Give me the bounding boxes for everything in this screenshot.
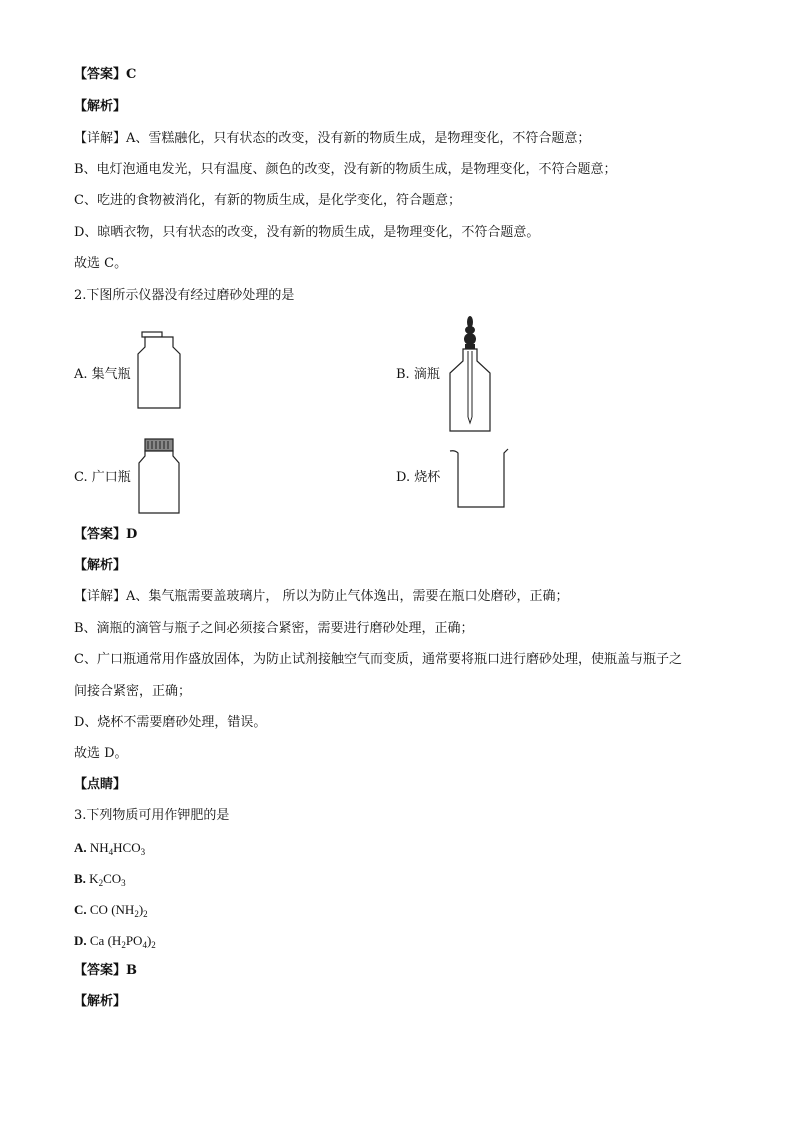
q2-answer bbox=[74, 526, 137, 544]
formula-part: Ca (H bbox=[86, 933, 122, 948]
q2-analysis-label: 【解析】 bbox=[74, 558, 127, 573]
q2-option-a-label: A. 集气瓶 bbox=[74, 367, 131, 382]
formula-part: K bbox=[85, 871, 99, 886]
formula-subscript: 3 bbox=[121, 878, 126, 888]
option-letter: A. bbox=[74, 840, 87, 855]
option-letter: D. bbox=[74, 933, 87, 948]
q3-stem: 3.下列物质可用作钾肥的是 bbox=[74, 808, 230, 823]
q2-comment-label: 【点睛】 bbox=[74, 777, 127, 792]
answer-value: B bbox=[126, 963, 138, 978]
q2-option-d-label: D. 烧杯 bbox=[396, 470, 441, 485]
q3-option-a bbox=[74, 839, 145, 857]
q3-answer bbox=[74, 962, 137, 980]
formula-subscript: 2 bbox=[143, 909, 148, 919]
q1-conclusion: 故选 C。 bbox=[74, 256, 128, 271]
q2-detail-line: D、烧杯不需要磨砂处理，错误。 bbox=[74, 715, 267, 730]
formula-subscript: 2 bbox=[121, 940, 126, 950]
formula-part: CO bbox=[103, 871, 122, 886]
answer-label: 【答案】 bbox=[74, 527, 127, 542]
q2-option-c-label: C. 广口瓶 bbox=[74, 470, 131, 485]
q3-option-d bbox=[74, 932, 156, 950]
formula-subscript: 4 bbox=[108, 847, 114, 857]
q1-detail-line: B、电灯泡通电发光，只有温度、颜色的改变，没有新的物质生成，是物理变化，不符合题意； bbox=[74, 162, 617, 177]
formula-subscript: 3 bbox=[140, 847, 146, 857]
formula-part: ) bbox=[146, 933, 152, 948]
beaker-figure bbox=[448, 447, 510, 511]
q2-stem: 2.下图所示仪器没有经过磨砂处理的是 bbox=[74, 288, 295, 303]
q2-detail-line: C、广口瓶通常用作盛放固体，为防止试剂接触空气而变质，通常要将瓶口进行磨砂处理，使瓶盖与瓶子之 bbox=[74, 652, 682, 667]
option-letter: C. bbox=[74, 902, 87, 917]
q1-answer bbox=[74, 66, 136, 84]
q3-analysis-label: 【解析】 bbox=[74, 994, 127, 1009]
q3-option-c bbox=[74, 901, 148, 919]
q2-option-b-label: B. 滴瓶 bbox=[396, 367, 440, 382]
formula-part: HCO bbox=[113, 840, 141, 855]
q1-detail-line: 【详解】A、雪糕融化，只有状态的改变，没有新的物质生成，是物理变化，不符合题意； bbox=[74, 131, 591, 146]
wide-mouth-bottle-figure bbox=[136, 436, 182, 516]
q2-detail-line: 间接合紧密，正确； bbox=[74, 684, 192, 699]
q3-option-b bbox=[74, 870, 126, 888]
q2-detail-line: 【详解】A、集气瓶需要盖玻璃片， 所以为防止气体逸出，需要在瓶口处磨砂，正确； bbox=[74, 589, 569, 604]
q1-detail-line: D、晾晒衣物，只有状态的改变，没有新的物质生成，是物理变化，不符合题意。 bbox=[74, 225, 540, 240]
q2-conclusion: 故选 D。 bbox=[74, 746, 128, 761]
formula-subscript: 2 bbox=[98, 878, 104, 888]
formula-part: PO bbox=[125, 933, 143, 948]
dropper-bottle-figure bbox=[447, 313, 493, 435]
q1-detail-line: C、吃进的食物被消化，有新的物质生成，是化学变化，符合题意； bbox=[74, 193, 461, 208]
answer-value: D bbox=[126, 527, 138, 542]
formula-part: NH bbox=[86, 840, 109, 855]
formula-subscript: 2 bbox=[134, 909, 139, 919]
q1-analysis-label: 【解析】 bbox=[74, 99, 127, 114]
formula-subscript: 4 bbox=[142, 940, 147, 950]
answer-value: C bbox=[126, 67, 137, 82]
formula-part: ) bbox=[138, 902, 144, 917]
option-letter: B. bbox=[74, 871, 86, 886]
q2-detail-line: B、滴瓶的滴管与瓶子之间必须接合紧密，需要进行磨砂处理，正确； bbox=[74, 621, 474, 636]
gas-collecting-bottle-figure bbox=[136, 331, 184, 411]
formula-subscript: 2 bbox=[151, 940, 156, 950]
answer-label: 【答案】 bbox=[74, 67, 127, 82]
formula-part: CO (NH bbox=[86, 902, 135, 917]
answer-label: 【答案】 bbox=[74, 963, 127, 978]
